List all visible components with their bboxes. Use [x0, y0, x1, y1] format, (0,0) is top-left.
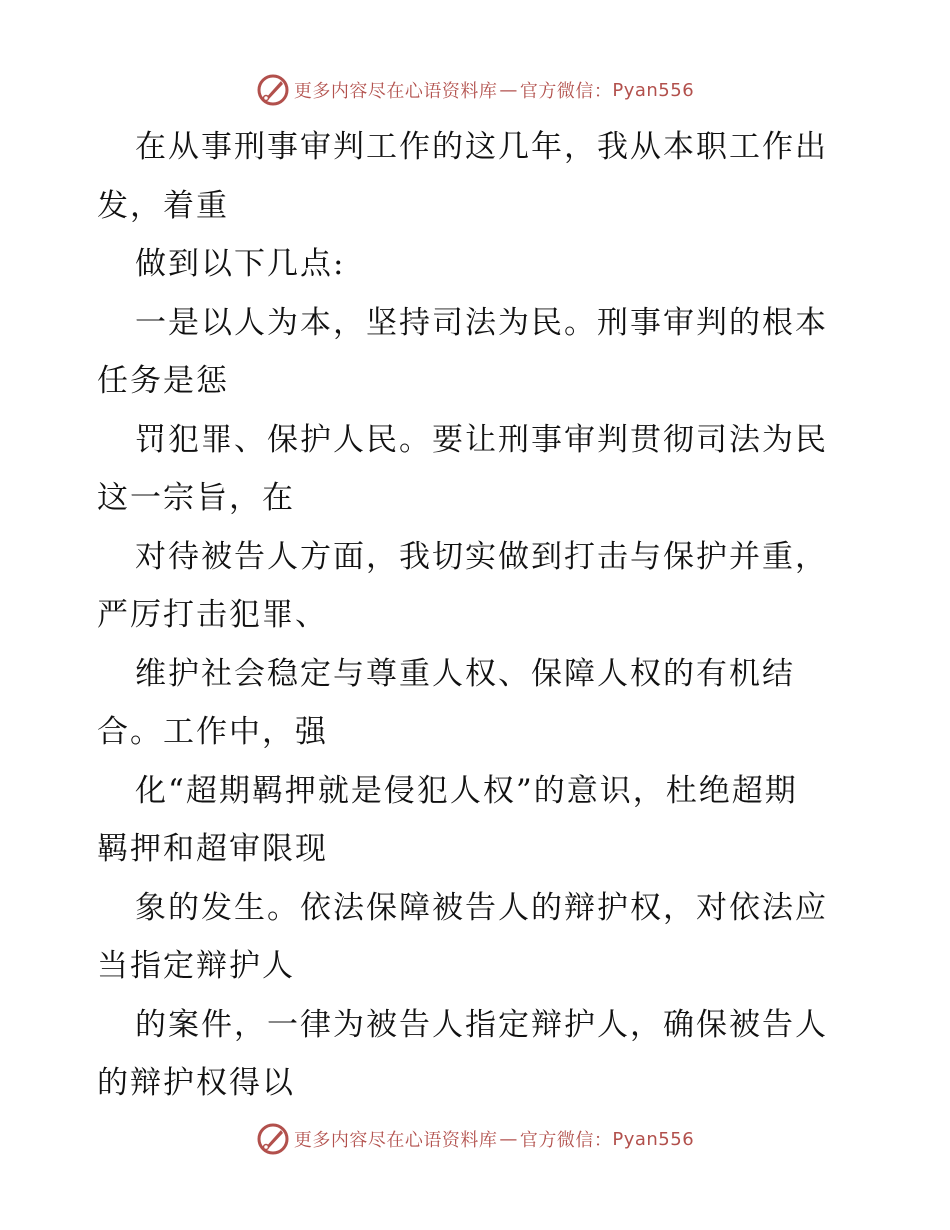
text-line: 化“超期羁押就是侵犯人权”的意识，杜绝超期: [135, 772, 798, 809]
text-line: 的案件，一律为被告人指定辩护人，确保被告人: [135, 1006, 828, 1043]
text-line: 象的发生。依法保障被告人的辩护权，对依法应: [135, 889, 828, 926]
quill-logo-icon: [256, 73, 290, 107]
watermark-site: 更多内容尽在心语资料库: [293, 1130, 498, 1151]
text-line: 当指定辩护人: [97, 948, 295, 984]
watermark-site: 更多内容尽在心语资料库: [293, 81, 498, 102]
text-line: 罚犯罪、保护人民。要让刑事审判贯彻司法为民: [135, 421, 828, 458]
text-line: 发，着重: [97, 187, 229, 224]
watermark-wechat-id: Pyan556: [612, 79, 695, 101]
text-line: 一是以人为本，坚持司法为民。刑事审判的根本: [135, 304, 828, 341]
text-line: 做到以下几点:: [135, 246, 346, 282]
text-line: 这一宗旨，在: [97, 480, 295, 516]
text-line: 合。工作中，强: [97, 714, 328, 750]
text-line: 维护社会稳定与尊重人权、保障人权的有机结: [135, 655, 795, 692]
watermark-wechat-id: Pyan556: [612, 1128, 695, 1150]
watermark-wechat-label: 官方微信：: [519, 81, 613, 102]
watermark-separator: —: [499, 1128, 518, 1150]
text-line: 任务是惩: [97, 363, 229, 399]
quill-logo-icon: [256, 1122, 290, 1156]
text-line: 的辩护权得以: [97, 1065, 295, 1101]
watermark-separator: —: [499, 79, 518, 101]
document-body: [97, 118, 857, 1113]
text-line: 严厉打击犯罪、: [97, 597, 328, 633]
header-watermark: [0, 72, 950, 108]
text-line: 在从事刑事审判工作的这几年，我从本职工作出: [135, 129, 828, 165]
footer-watermark: [0, 1121, 950, 1157]
text-line: 对待被告人方面，我切实做到打击与保护并重，: [135, 538, 828, 575]
watermark-wechat-label: 官方微信：: [519, 1130, 613, 1151]
text-line: 羁押和超审限现: [97, 831, 328, 867]
